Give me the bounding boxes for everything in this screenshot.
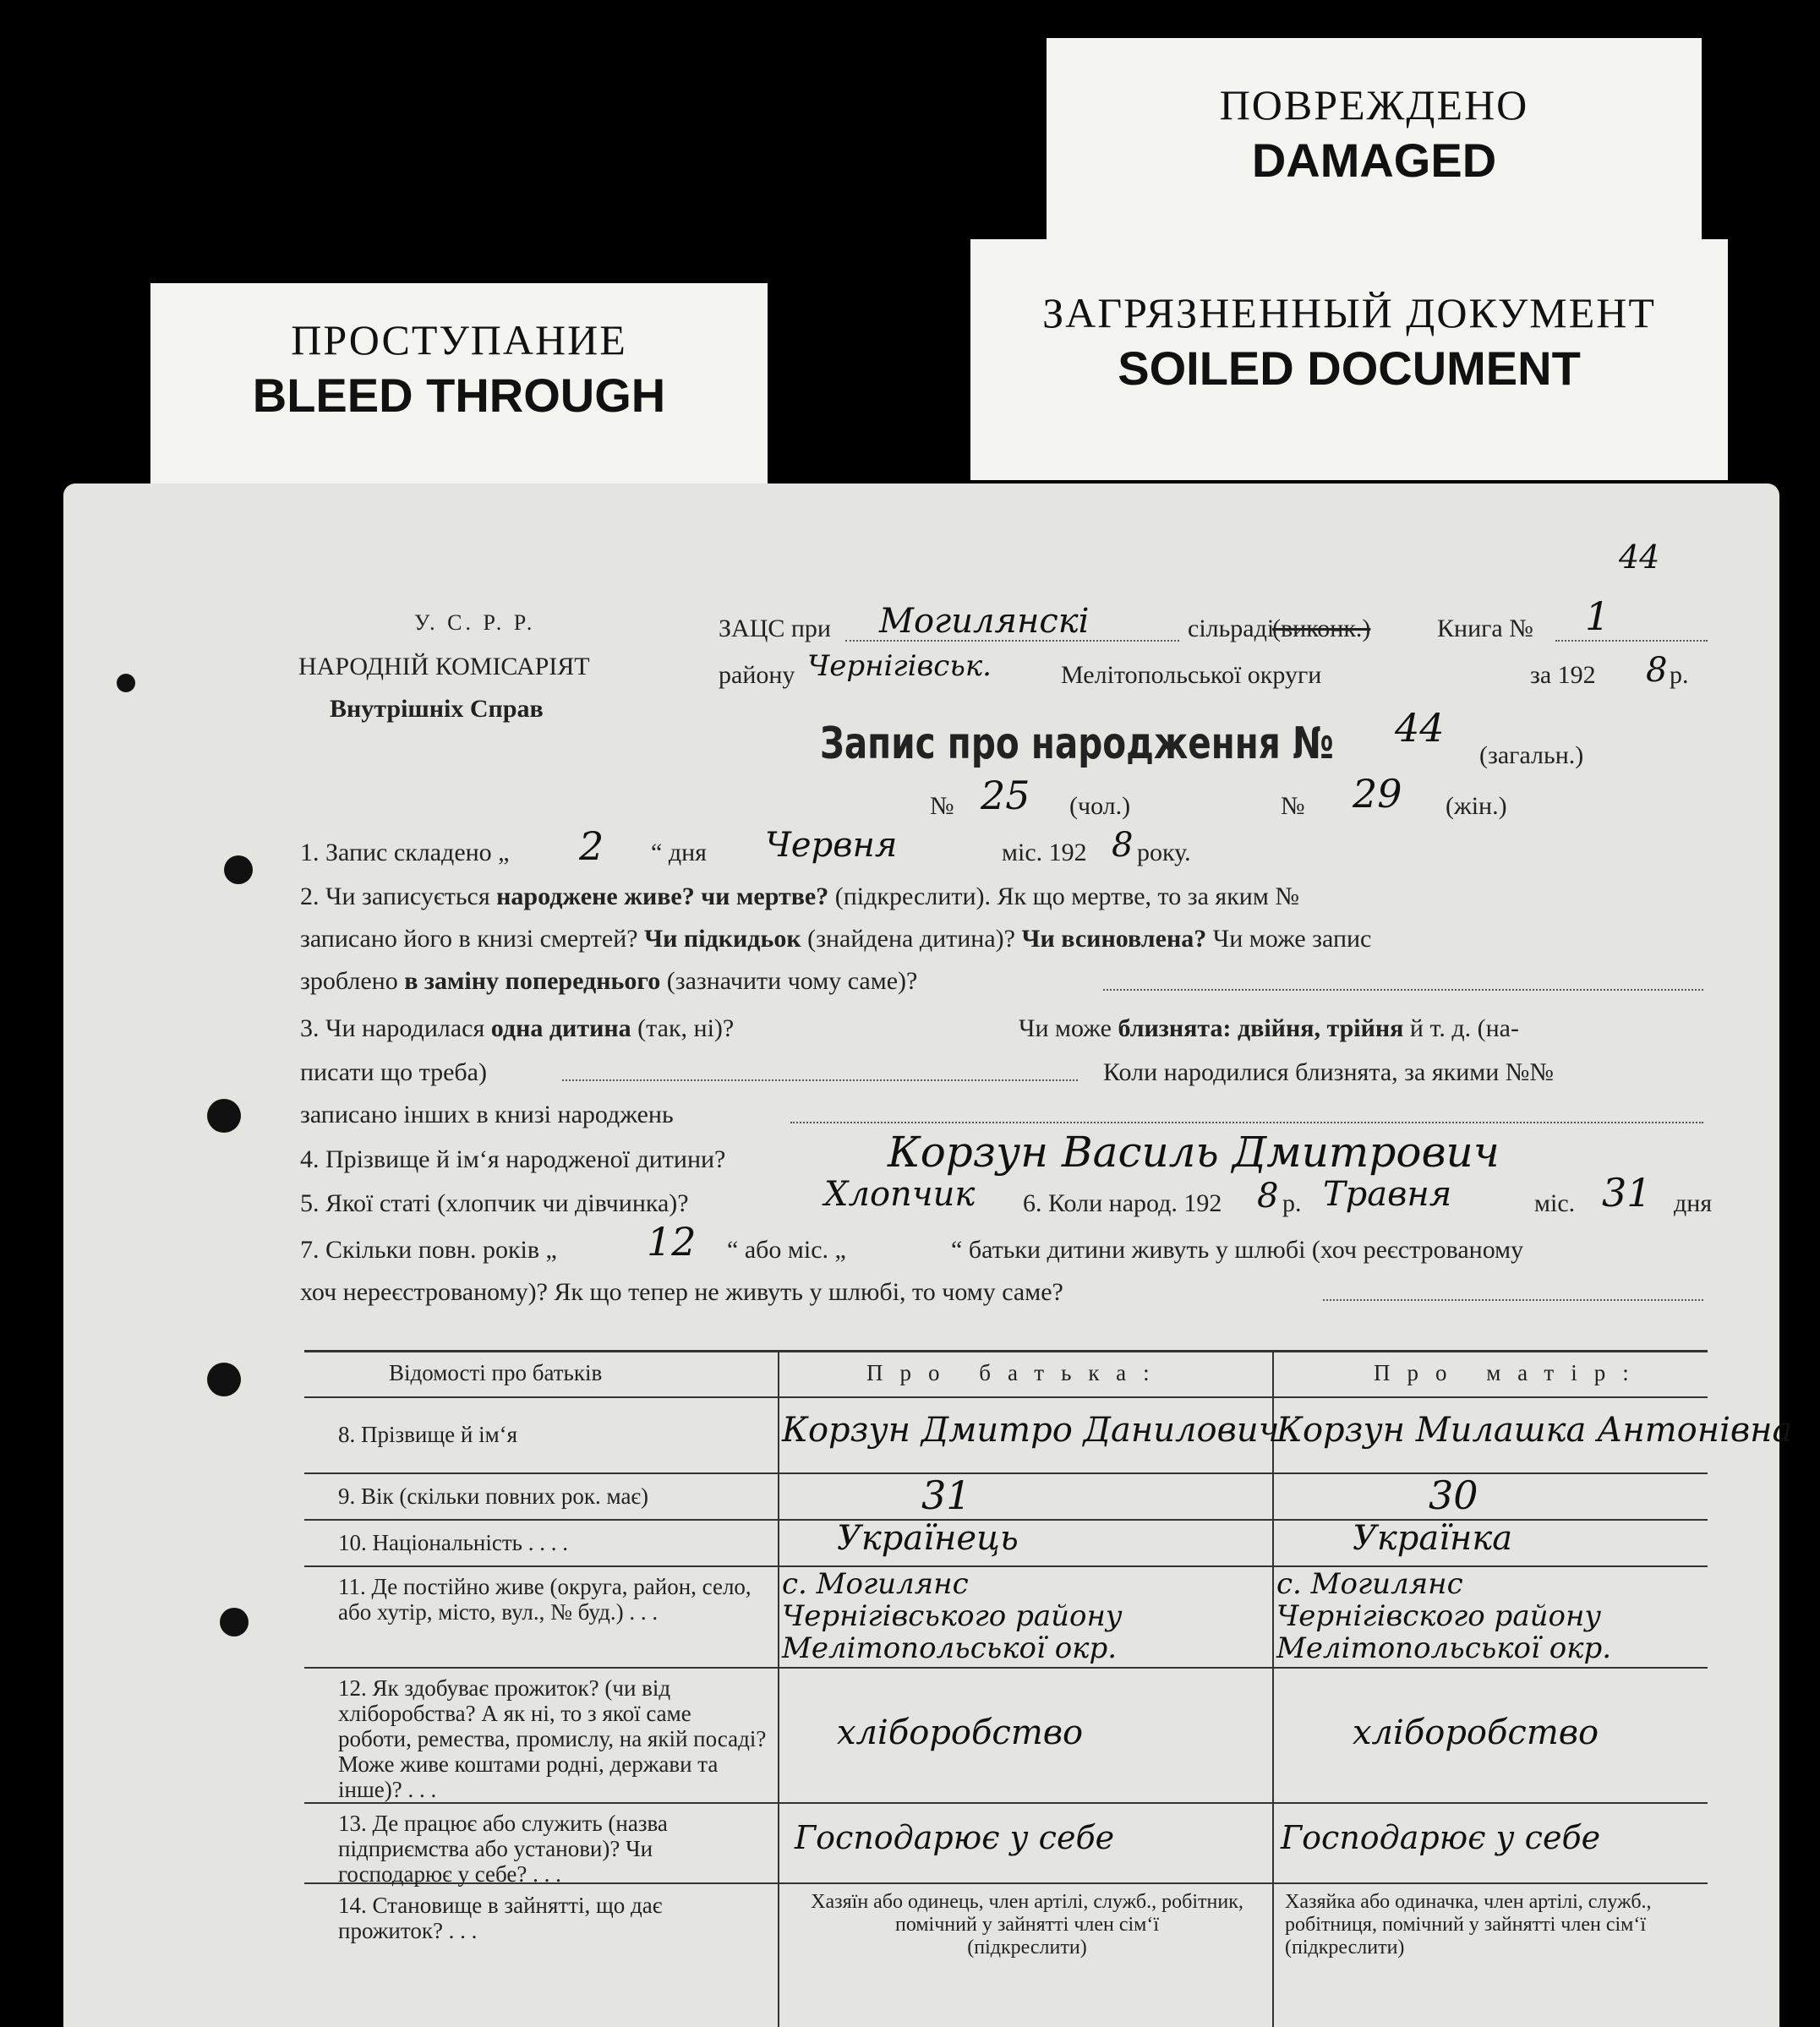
q3-text: Чи може [1019, 1014, 1118, 1042]
row-label-employment: 14. Становище в зайнятті, що дає прожиток? . . . [338, 1893, 663, 1943]
year-suffix: р. [1670, 661, 1689, 689]
table-rule [304, 1565, 1708, 1567]
q2-bold: народжене живе? чи мертве? [496, 882, 829, 910]
mother-residence-value: с. Могилянс Чернігівского району Мелітопольської окр. [1276, 1567, 1612, 1665]
row-label-livelihood: 12. Як здобуває прожиток? (чи від хліборобства? А як ні, то з якої саме роботи, ремества, промислу, на якій посаді? Може живе коштами родні, держави та інше)? . . . [338, 1675, 767, 1802]
father-nationality-value: Українець [837, 1519, 1019, 1558]
q1-month-label: міс. 192 [1002, 839, 1087, 866]
q3-line2-left: писати що треба) [300, 1058, 487, 1086]
female-no-label: № [1281, 792, 1305, 820]
q3-text: й т. д. (на- [1403, 1014, 1519, 1042]
punch-hole [207, 1099, 241, 1133]
table-rule [304, 1667, 1708, 1669]
commissariat-label: НАРОДНІЙ КОМІСАРІЯТ [298, 653, 590, 680]
silradi-label: сільраді [1188, 615, 1275, 642]
female-number-value: 29 [1353, 771, 1402, 817]
male-number-value: 25 [981, 773, 1030, 818]
father-name-value: Корзун Дмитро Данилович [782, 1411, 1280, 1450]
table-rule [304, 1472, 1708, 1474]
q7-marriage-label: “ батьки дитини живуть у шлюбі (хоч реєстрованому [951, 1236, 1524, 1264]
q1-day-label: “ дня [651, 839, 707, 866]
q3-line1 [300, 1014, 734, 1043]
year-label: за 192 [1530, 661, 1596, 689]
father-workplace-value: Господарює у себе [795, 1819, 1115, 1856]
father-age-value: 31 [921, 1472, 971, 1518]
damaged-tag [1047, 38, 1702, 254]
q3-bold: одна дитина [490, 1014, 631, 1042]
male-label: (чол.) [1069, 792, 1131, 820]
bleed-tag-en: BLEED THROUGH [252, 369, 666, 422]
q3-line2-right: Коли народилися близнята, за якими №№ [1103, 1058, 1555, 1086]
mother-livelihood-value: хліборобство [1353, 1713, 1599, 1752]
q2-text: 2. Чи записується [300, 882, 497, 910]
q2-text: Чи може запис [1206, 925, 1372, 953]
punch-hole [220, 1608, 249, 1636]
q2-text: записано його в книзі смертей? [300, 925, 645, 953]
q6-label: 6. Коли народ. 192 [1023, 1189, 1222, 1217]
record-title: Запис про народження № [820, 718, 1334, 769]
q2-bold: Чи всиновлена? [1021, 925, 1207, 953]
mother-workplace-value: Господарює у себе [1281, 1819, 1601, 1856]
q6-day-label: дня [1674, 1189, 1713, 1217]
punch-hole [224, 855, 253, 884]
row-label-nationality: 10. Національність . . . . [338, 1530, 568, 1555]
mother-nationality-value: Українка [1353, 1519, 1513, 1558]
q2-text: (знайдена дитина)? [801, 925, 1022, 953]
book-label: Книга № [1437, 615, 1533, 642]
q3-rule [562, 1079, 1078, 1081]
book-number-value: 1 [1585, 593, 1610, 639]
soiled-tag [970, 239, 1728, 480]
village-value: Могилянскі [879, 602, 1090, 641]
q2-rule [1103, 989, 1703, 991]
soiled-tag-ru: ЗАГРЯЗНЕННЫЙ ДОКУМЕНТ [1042, 289, 1656, 336]
table-header-mother: Про матір: [1374, 1360, 1646, 1385]
female-label: (жін.) [1446, 792, 1507, 820]
q3-line3: записано інших в книзі народжень [300, 1101, 674, 1128]
row-label-workplace: 13. Де працює або служить (назва підприємства або установи)? Чи господарює у себе? . . . [338, 1811, 668, 1887]
soiled-tag-en: SOILED DOCUMENT [1118, 341, 1581, 395]
year-value: 8 [1646, 651, 1668, 690]
q2-bold: Чи підкидьок [644, 925, 801, 953]
q2-line3 [300, 967, 917, 996]
q6-year-label: р. [1282, 1189, 1302, 1217]
vykonk-label: (виконк.) [1272, 615, 1371, 642]
q2-text: (підкреслити). Як що мертве, то за яким № [828, 882, 1299, 910]
table-rule [304, 1350, 1708, 1352]
internal-affairs-label: Внутрішніх Справ [330, 695, 544, 723]
mother-employment-options: Хазяйка або одиначка, член артілі, служб., робітниця, помічний у зайнятті член сім‘ї (підкреслити) [1285, 1891, 1652, 1959]
q1-year-label: року. [1137, 839, 1191, 866]
father-livelihood-value: хліборобство [837, 1713, 1084, 1752]
q6-year-value: 8 [1257, 1177, 1279, 1216]
marriage-years-value: 12 [647, 1219, 697, 1265]
q7-line2: хоч нереєстрованому)? Як що тепер не живуть у шлюбі, то чому саме? [300, 1278, 1063, 1306]
okruga-label: Мелітопольської округи [1061, 661, 1322, 689]
mother-age-value: 30 [1429, 1472, 1478, 1518]
q3-bold: близнята: двійня, трійня [1118, 1014, 1404, 1042]
parents-table [304, 1350, 1793, 2027]
table-col-rule [1272, 1350, 1274, 2027]
punch-hole [207, 1363, 241, 1396]
table-header-father: Про батька: [866, 1360, 1167, 1385]
page-number: 44 [1619, 538, 1660, 576]
birth-month-value: Травня [1323, 1175, 1452, 1214]
bleed-tag-ru: ПРОСТУПАНИЕ [291, 316, 627, 363]
q2-line1 [300, 882, 1299, 911]
q2-text: зроблено [300, 967, 405, 995]
table-rule [304, 1396, 1708, 1398]
father-employment-options: Хазяїн або одинець, член артілі, служб., робітник, помічний у зайнятті член сім‘ї (підкреслити) [811, 1891, 1243, 1959]
q3-line1-right [1019, 1014, 1519, 1043]
male-no-label: № [930, 792, 954, 820]
zags-label: ЗАЦС при [719, 615, 831, 642]
q5-label: 5. Якої статі (хлопчик чи дівчинка)? [300, 1189, 689, 1217]
q3-rule-2 [790, 1122, 1703, 1123]
q7-rule [1323, 1299, 1703, 1301]
ussr-label: У. С. Р. Р. [414, 610, 536, 635]
q1-year-value: 8 [1112, 826, 1134, 865]
rayon-value: Чернігівськ. [807, 649, 992, 683]
bleed-through-tag [150, 283, 768, 486]
row-label-residence: 11. Де постійно живе (округа, район, село, або хутір, місто, вул., № буд.) . . . [338, 1574, 752, 1625]
q1-month-value: Червня [765, 826, 898, 865]
birth-record-sheet [63, 484, 1793, 2027]
q6-month-label: міс. [1534, 1189, 1576, 1217]
row-label-age: 9. Вік (скільки повних рок. має) [338, 1483, 649, 1509]
table-col-rule [778, 1350, 779, 2027]
damaged-tag-en: DAMAGED [1251, 134, 1497, 187]
q2-line2 [300, 925, 1371, 953]
rayon-label: району [719, 661, 795, 689]
birth-day-value: 31 [1602, 1170, 1652, 1216]
q7-months-label: “ або міс. „ [727, 1236, 846, 1264]
q3-text: (так, ні)? [631, 1014, 735, 1042]
punch-hole [117, 674, 135, 692]
damaged-tag-ru: ПОВРЕЖДЕНО [1219, 81, 1529, 128]
record-number-value: 44 [1395, 705, 1445, 751]
village-rule [845, 640, 1179, 642]
general-label: (загальн.) [1479, 741, 1584, 769]
q1-day-value: 2 [579, 823, 604, 869]
book-rule [1555, 640, 1708, 642]
q1-label: 1. Запис складено „ [300, 839, 510, 866]
q3-text: 3. Чи народилася [300, 1014, 491, 1042]
q7-label: 7. Скільки повн. років „ [300, 1236, 557, 1264]
q2-bold: в заміну попереднього [404, 967, 661, 995]
child-sex-value: Хлопчик [824, 1175, 976, 1214]
q4-label: 4. Прізвище й ім‘я народженої дитини? [300, 1145, 726, 1173]
mother-name-value: Корзун Милашка Антонівна [1276, 1411, 1793, 1450]
child-name-value: Корзун Василь Дмитрович [888, 1128, 1500, 1177]
father-residence-value: с. Могилянс Чернігівського району Мелітопольської окр. [782, 1567, 1123, 1665]
table-header-info: Відомості про батьків [389, 1360, 603, 1385]
q2-text: (зазначити чому саме)? [660, 967, 918, 995]
table-rule [304, 1802, 1708, 1804]
row-label-name: 8. Прізвище й ім‘я [338, 1422, 518, 1447]
